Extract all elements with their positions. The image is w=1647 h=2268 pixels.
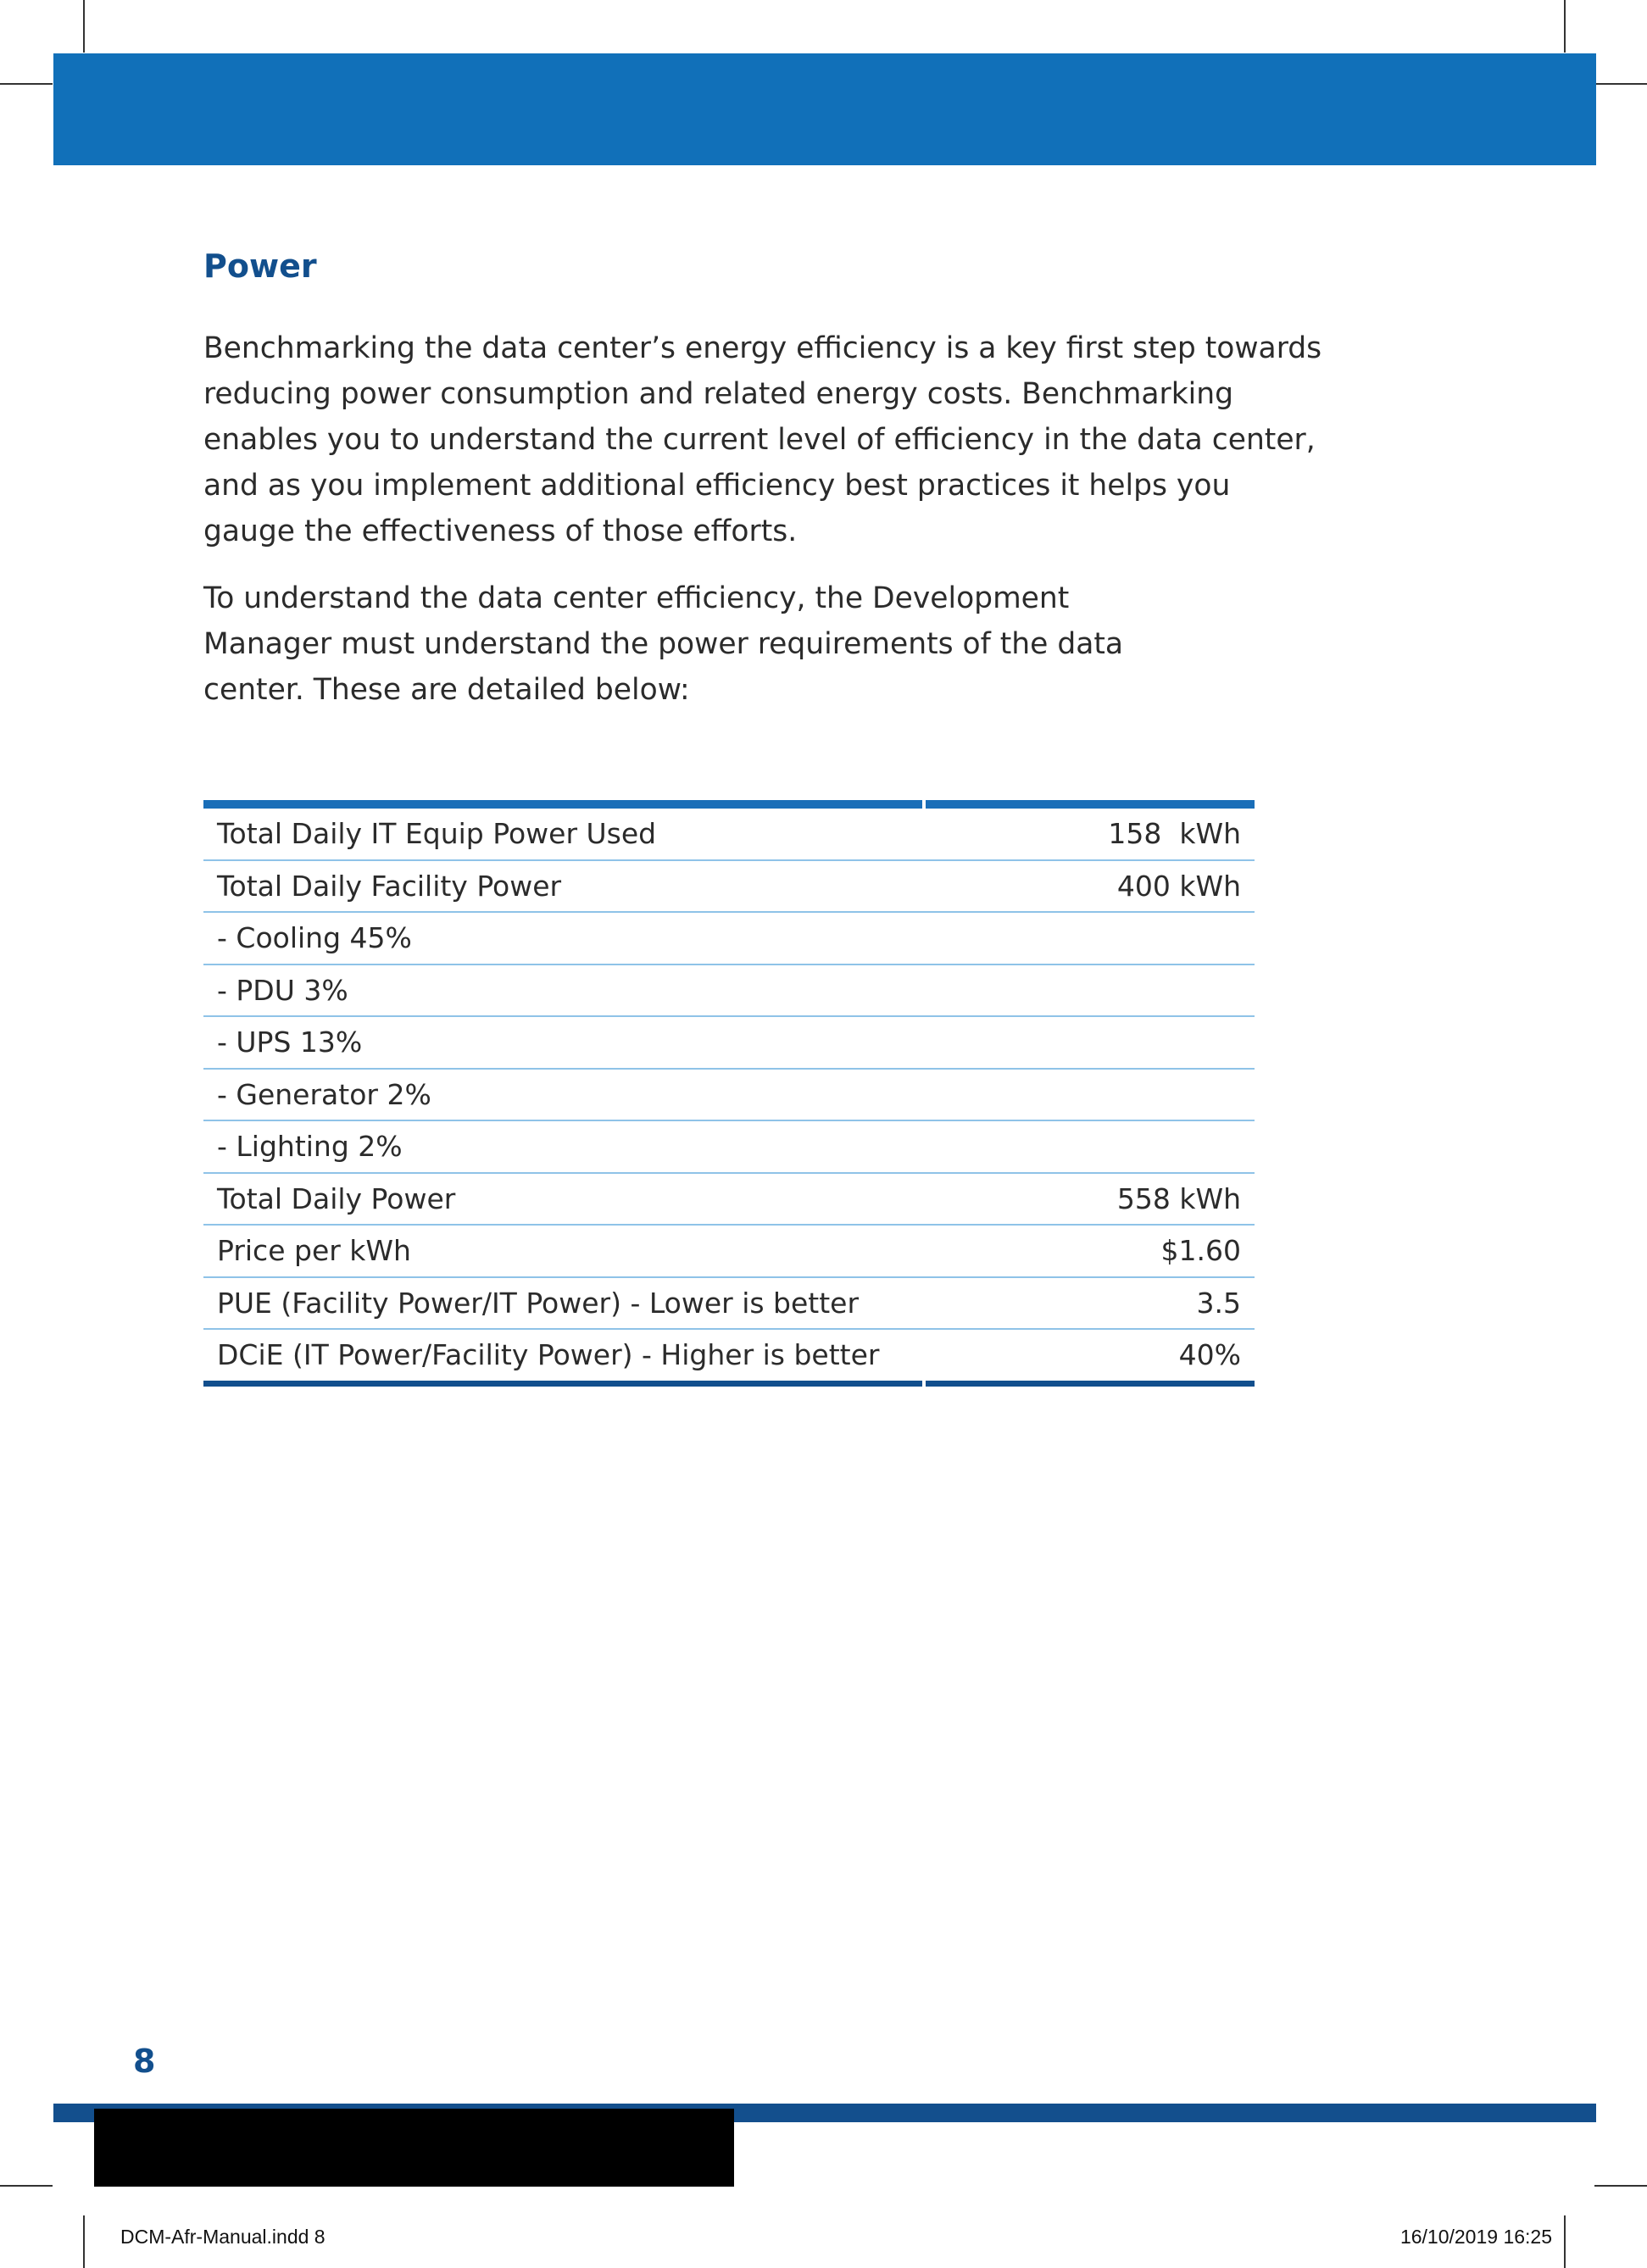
table-row — [203, 1225, 1255, 1277]
crop-mark — [1564, 0, 1566, 53]
row-value: 158 kWh — [1057, 809, 1255, 860]
crop-mark — [0, 83, 53, 85]
row-value: $1.60 — [1057, 1225, 1255, 1277]
row-value — [1057, 1120, 1255, 1173]
row-value — [1057, 1016, 1255, 1069]
row-label: - UPS 13% — [203, 1016, 1057, 1069]
slug-filename: DCM-Afr-Manual.indd 8 — [120, 2226, 326, 2248]
table-row — [203, 1173, 1255, 1226]
table-row — [203, 912, 1255, 964]
header-band — [53, 53, 1596, 165]
row-label: Total Daily Facility Power — [203, 860, 1057, 913]
row-value: 400 kWh — [1057, 860, 1255, 913]
table-row — [203, 1069, 1255, 1121]
crop-mark — [1594, 2185, 1647, 2187]
row-value — [1057, 912, 1255, 964]
crop-mark — [1564, 2215, 1566, 2268]
page-number: 8 — [133, 2043, 156, 2080]
crop-mark — [0, 2185, 53, 2187]
row-value: 40% — [1178, 1338, 1241, 1372]
redacted-area — [94, 2109, 734, 2187]
crop-mark — [83, 2215, 85, 2268]
crop-mark — [83, 0, 85, 53]
row-label: - Lighting 2% — [203, 1120, 1057, 1173]
row-label: Total Daily IT Equip Power Used — [203, 809, 1057, 860]
table-top-rule — [203, 800, 1255, 809]
row-value: 3.5 — [1057, 1277, 1255, 1330]
power-table — [203, 800, 1255, 1387]
row-label: - Cooling 45% — [203, 912, 1057, 964]
row-value: 558 kWh — [1057, 1173, 1255, 1226]
intro-paragraph: Benchmarking the data center’s energy efficiency is a key first step towards reducing power consumption and related energy costs. Benchmarking enables you to understand the current level of efficiency in the data center, and as you implement additional efficiency best practices it helps you gauge the effectiveness of those efforts. — [203, 331, 1322, 548]
row-label: DCiE (IT Power/Facility Power) - Higher is better — [217, 1338, 880, 1372]
table-row — [203, 1120, 1255, 1173]
row-label: - Generator 2% — [203, 1069, 1057, 1121]
table-row — [203, 1277, 1255, 1330]
section-title: Power — [203, 247, 317, 285]
row-label: - PDU 3% — [203, 964, 1057, 1017]
slug-datetime: 16/10/2019 16:25 — [1399, 2226, 1552, 2248]
table-row — [203, 964, 1255, 1017]
row-label: PUE (Facility Power/IT Power) - Lower is better — [203, 1277, 1057, 1330]
table-row — [203, 860, 1255, 913]
table-row — [203, 1016, 1255, 1069]
crop-mark — [1594, 83, 1647, 85]
table-row — [203, 1329, 1255, 1381]
row-label: Price per kWh — [203, 1225, 1057, 1277]
table-row — [203, 809, 1255, 860]
row-value — [1057, 964, 1255, 1017]
table-bottom-rule — [203, 1381, 1255, 1387]
row-value — [1057, 1069, 1255, 1121]
row-label: Total Daily Power — [203, 1173, 1057, 1226]
requirements-paragraph: To understand the data center efficiency, the Development Manager must understand the power requirements of the data center. These are detailed below: — [203, 581, 1124, 707]
